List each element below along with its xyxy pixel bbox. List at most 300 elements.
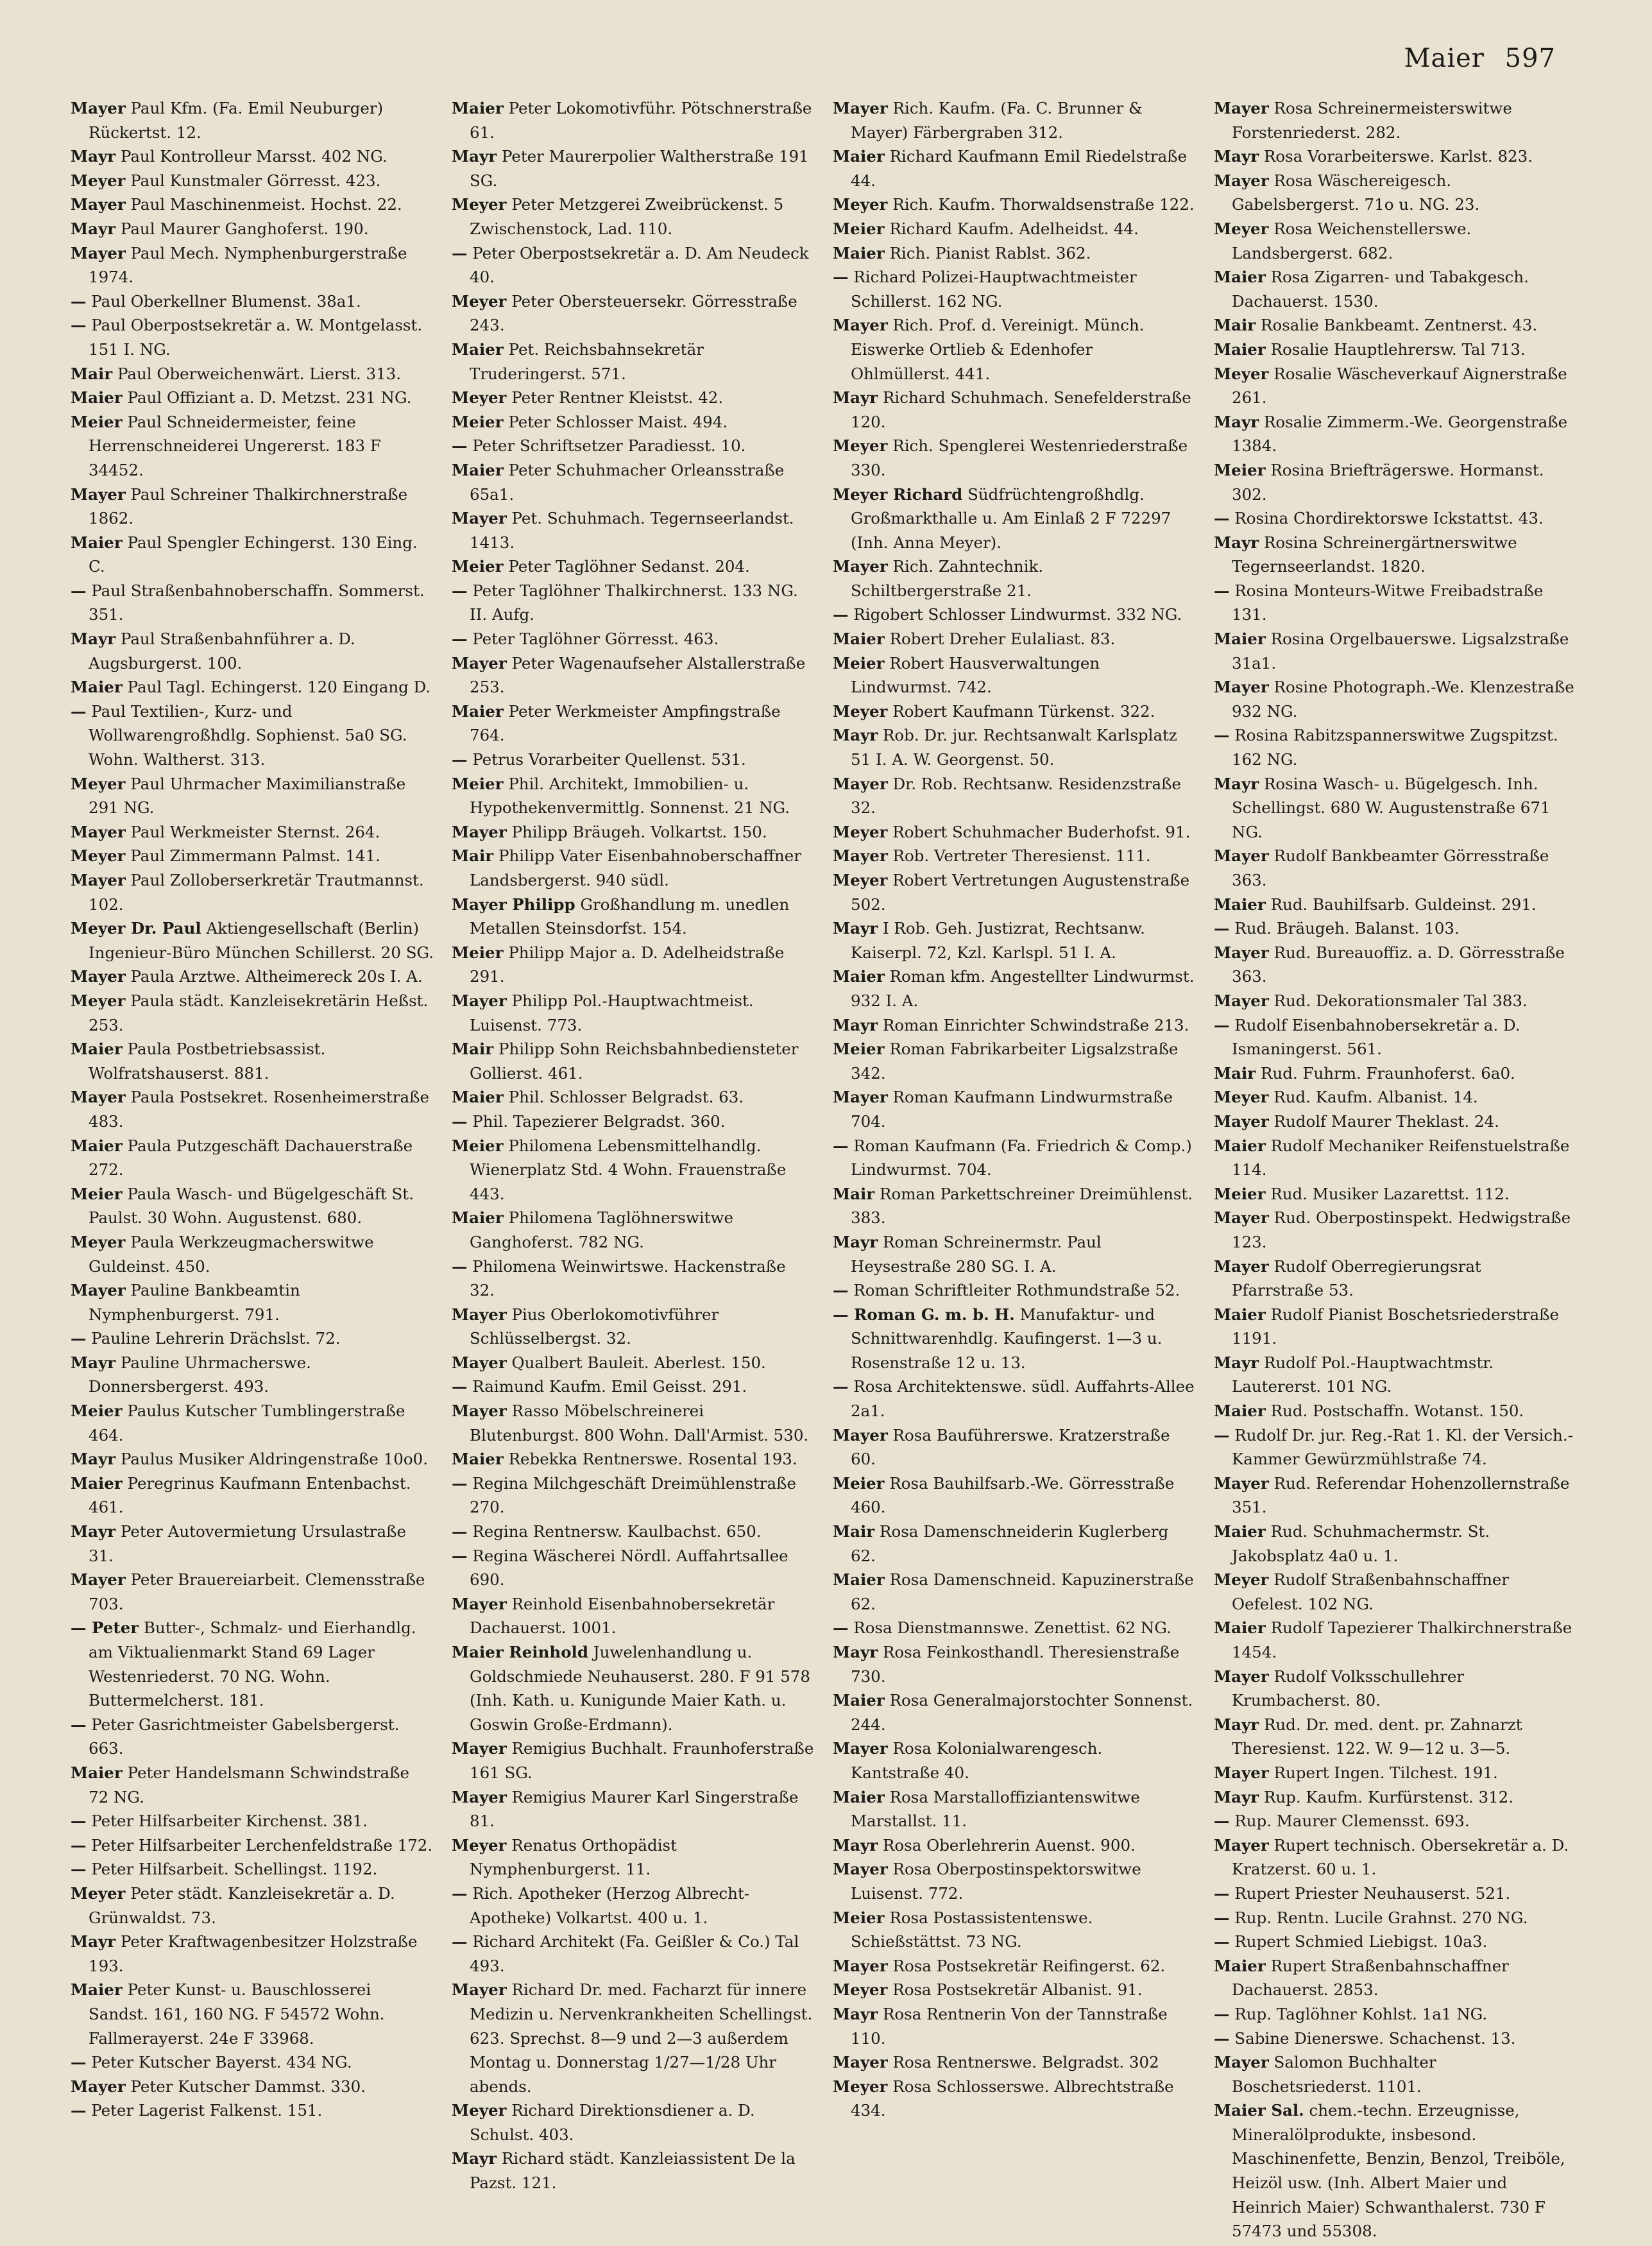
- entry-surname: Maier: [1214, 339, 1266, 359]
- entry-surname: Maier: [1214, 630, 1266, 649]
- entry-surname: Mayr: [833, 726, 878, 745]
- entry-details: Richard städt. Kanzleiassistent De la Pazst. 121.: [470, 2149, 796, 2193]
- entry-details: Rudolf Maurer Theklast. 24.: [1273, 1111, 1499, 1131]
- directory-entry: [833, 1857, 1196, 1905]
- directory-entry: [1214, 1809, 1577, 1833]
- directory-entry: [71, 627, 434, 675]
- directory-entry: [452, 579, 815, 627]
- directory-entry: [1214, 1568, 1577, 1616]
- entry-details: Rosalie Hauptlehrersw. Tal 713.: [1270, 339, 1526, 359]
- entry-surname: Mair: [833, 1184, 875, 1203]
- entry-details: Rudolf Eisenbahnobersekretär a. D. Ismaningerst. 561.: [1232, 1015, 1520, 1059]
- entry-surname: Meier: [833, 653, 885, 673]
- directory-entry: [1214, 169, 1577, 217]
- entry-surname: Mayer: [71, 967, 126, 986]
- directory-entry: [71, 1616, 434, 1712]
- entry-details: Rosalie Wäscheverkauf Aignerstraße 261.: [1232, 364, 1567, 407]
- directory-entry: [71, 144, 434, 169]
- entry-surname: Maier Sal.: [1214, 2101, 1304, 2120]
- entry-surname: Maier: [1214, 1305, 1266, 1324]
- entry-details: Paul Oberweichenwärt. Lierst. 313.: [117, 364, 402, 383]
- entry-details: Robert Kaufmann Türkenst. 322.: [892, 701, 1155, 721]
- entry-surname: Meier: [833, 1473, 885, 1493]
- entry-details: Peter Taglöhner Thalkirchnerst. 133 NG. II. Aufg.: [470, 581, 798, 624]
- directory-entry: [1214, 1351, 1577, 1399]
- entry-surname: —: [452, 243, 468, 262]
- directory-entry: [71, 1326, 434, 1351]
- directory-entry: [1214, 1085, 1577, 1110]
- entry-surname: Mayer: [1214, 1835, 1269, 1855]
- entry-surname: Mayer: [1214, 1256, 1269, 1276]
- directory-entry: [71, 1471, 434, 1520]
- directory-entry: [833, 1278, 1196, 1303]
- entry-surname: Mayer: [833, 846, 888, 866]
- entry-details: Petrus Vorarbeiter Quellenst. 531.: [472, 750, 746, 769]
- directory-entry: [452, 820, 815, 844]
- entry-details: Rosina Monteurs-Witwe Freibadstraße 131.: [1232, 581, 1544, 624]
- entry-surname: Maier Reinhold: [452, 1643, 588, 1661]
- directory-entry: [452, 1471, 815, 1520]
- entry-surname: Mayr: [452, 147, 497, 166]
- entry-details: Rich. Kaufm. Thorwaldsenstraße 122.: [892, 195, 1195, 214]
- entry-details: Rudolf Mechaniker Reifenstuelstraße 114.: [1232, 1136, 1570, 1179]
- entry-details: Roman Einrichter Schwindstraße 213.: [882, 1015, 1189, 1034]
- entry-details: Peter Wagenaufseher Alstallerstraße 253.: [470, 653, 806, 697]
- entry-details: Philipp Vater Eisenbahnoberschaffner Landsbergerst. 940 südl.: [470, 846, 801, 889]
- entry-surname: Meier: [71, 1184, 123, 1203]
- entry-surname: Meyer: [71, 171, 126, 190]
- directory-entry: [833, 627, 1196, 651]
- entry-surname: Maier: [1214, 268, 1266, 287]
- entry-surname: —: [452, 1111, 468, 1131]
- entry-surname: Maier: [71, 388, 123, 407]
- entry-details: Peter Hilfsarbeiter Lerchenfeldstraße 172.: [91, 1835, 433, 1855]
- directory-entry: [1214, 338, 1577, 362]
- entry-details: Rosa Bauhilfsarb.-We. Görresstraße 460.: [851, 1473, 1175, 1517]
- entry-details: Richard Polizei-Hauptwachtmeister Schillerst. 162 NG.: [851, 268, 1137, 311]
- directory-entry: [1214, 579, 1577, 627]
- entry-details: Peter Lagerist Falkenst. 151.: [91, 2101, 323, 2120]
- entry-surname: Mayr: [833, 1835, 878, 1855]
- entry-surname: —: [452, 1883, 468, 1903]
- entry-details: Richard Kaufm. Adelheidst. 44.: [889, 219, 1139, 238]
- entry-surname: —: [452, 436, 468, 456]
- entry-details: Rosa Marstalloffiziantenswitwe Marstallst. 11.: [851, 1787, 1140, 1831]
- entry-details: Richard Schuhmach. Senefelderstraße 120.: [851, 388, 1191, 431]
- entry-details: Rudolf Tapezierer Thalkirchnerstraße 1454.: [1232, 1618, 1572, 1661]
- entry-details: Peter Obersteuersekr. Görresstraße 243.: [470, 291, 797, 335]
- entry-surname: Maier: [71, 1763, 123, 1782]
- entry-details: Pet. Reichsbahnsekretär Truderingerst. 571.: [470, 339, 704, 383]
- entry-surname: Mayer: [833, 1088, 888, 1107]
- entry-surname: —: [1214, 581, 1230, 600]
- entry-surname: —: [1214, 1812, 1230, 1831]
- directory-entry: [833, 1640, 1196, 1688]
- entry-surname: Meier: [452, 412, 504, 431]
- entry-details: Regina Rentnersw. Kaulbachst. 650.: [472, 1522, 762, 1541]
- directory-entry: [71, 2098, 434, 2123]
- entry-surname: —: [1214, 2028, 1230, 2048]
- entry-surname: Maier: [71, 1040, 123, 1059]
- entry-details: Richard Direktionsdiener a. D. Schulst. 403.: [470, 2101, 755, 2144]
- entry-surname: —: [1214, 1425, 1230, 1444]
- entry-surname: Mayr: [1214, 1787, 1259, 1806]
- directory-entry: [71, 989, 434, 1037]
- entry-details: Renatus Orthopädist Nymphenburgerst. 11.: [470, 1835, 677, 1879]
- entry-surname: Mayer: [71, 1088, 126, 1107]
- page-header: [1393, 44, 1556, 73]
- entry-details: Rudolf Pianist Boschetsriederstraße 1191.: [1232, 1305, 1559, 1348]
- directory-entry: [71, 1882, 434, 1930]
- directory-entry: [452, 1736, 815, 1785]
- entry-surname: Mayr: [1214, 147, 1259, 166]
- entry-details: Peter Kutscher Dammst. 330.: [130, 2077, 366, 2096]
- entry-details: Rosa Bauführerswe. Kratzerstraße 60.: [851, 1425, 1170, 1469]
- entry-surname: Meier: [71, 1402, 123, 1421]
- directory-entry: [1214, 1906, 1577, 1930]
- directory-entry: [71, 675, 434, 699]
- entry-surname: —: [1214, 509, 1230, 528]
- entry-surname: Mair: [452, 1040, 494, 1059]
- entry-surname: —: [833, 1377, 849, 1396]
- directory-entry: [1214, 1399, 1577, 1423]
- entry-surname: —: [452, 1256, 468, 1276]
- entry-details: Paul Offiziant a. D. Metzst. 231 NG.: [127, 388, 412, 407]
- entry-details: Philipp Major a. D. Adelheidstraße 291.: [470, 943, 785, 986]
- directory-entry: [1214, 627, 1577, 675]
- entry-details: Paul Straßenbahnoberschaffn. Sommerst. 351.: [89, 581, 425, 624]
- entry-surname: —: [452, 1522, 468, 1541]
- entry-surname: —: [71, 1715, 87, 1734]
- directory-entry: [833, 265, 1196, 313]
- entry-surname: Mayer: [833, 316, 888, 335]
- entry-details: Rosa Damenschneiderin Kuglerberg 62.: [851, 1522, 1169, 1565]
- directory-entry: [71, 1833, 434, 1858]
- directory-entry: [1214, 772, 1577, 844]
- directory-entry: [452, 410, 815, 434]
- directory-entry: [833, 1688, 1196, 1736]
- entry-surname: Maier: [71, 1980, 123, 2000]
- directory-entry: [1214, 723, 1577, 771]
- entry-details: Rich. Kaufm. (Fa. C. Brunner & Mayer) Färbergraben 312.: [851, 99, 1143, 142]
- entry-details: Rosa Damenschneid. Kapuzinerstraße 62.: [851, 1570, 1194, 1613]
- directory-entry: [71, 916, 434, 964]
- directory-entry: [833, 1085, 1196, 1133]
- directory-entry: [1214, 1713, 1577, 1761]
- entry-details: Rup. Rentn. Lucile Grahnst. 270 NG.: [1234, 1908, 1528, 1927]
- directory-entry: [833, 1182, 1196, 1230]
- directory-entry: [71, 169, 434, 193]
- directory-entry: [833, 2050, 1196, 2075]
- directory-entry: [71, 1713, 434, 1761]
- directory-entry: [833, 1520, 1196, 1568]
- running-head: Maier: [1404, 44, 1485, 73]
- directory-entry: [71, 1037, 434, 1085]
- directory-entry: [452, 506, 815, 554]
- entry-surname: Mayer: [452, 1980, 507, 2000]
- entry-details: Roman Fabrikarbeiter Ligsalzstraße 342.: [851, 1040, 1179, 1083]
- directory-entry: [833, 964, 1196, 1013]
- directory-entry: [1214, 458, 1577, 506]
- directory-entry: [1214, 989, 1577, 1013]
- directory-entry: [71, 1230, 434, 1278]
- entry-details: Rosa Rentnerin Von der Tannstraße 110.: [851, 2004, 1168, 2048]
- entry-details: Paul Mech. Nymphenburgerstraße 1974.: [89, 243, 407, 287]
- directory-entry: [71, 1182, 434, 1230]
- directory-entry: [71, 820, 434, 844]
- entry-surname: Mayer: [452, 822, 507, 841]
- entry-details: Peter Lokomotivführ. Pötschnerstraße 61.: [470, 99, 812, 142]
- directory-entry: [1214, 531, 1577, 579]
- directory-entry: [452, 554, 815, 579]
- entry-surname: Maier: [452, 1450, 504, 1469]
- column-1: [71, 96, 434, 2243]
- entry-details: Rich. Apotheker (Herzog Albrecht-Apotheke) Volkartst. 400 u. 1.: [470, 1883, 750, 1927]
- columns: [71, 96, 1578, 2243]
- directory-entry: [452, 772, 815, 820]
- directory-entry: [452, 1134, 815, 1206]
- entry-surname: Mair: [833, 1522, 875, 1541]
- directory-entry: [452, 1978, 815, 2098]
- entry-details: Rup. Kaufm. Kurfürstenst. 312.: [1263, 1787, 1514, 1806]
- entry-surname: Mayer: [1214, 678, 1269, 697]
- directory-entry: [452, 1255, 815, 1303]
- entry-surname: Mayer: [1214, 1763, 1269, 1782]
- entry-details: Peregrinus Kaufmann Entenbachst. 461.: [89, 1473, 411, 1517]
- directory-entry: [452, 2098, 815, 2147]
- directory-entry: [833, 651, 1196, 699]
- entry-details: Philipp Sohn Reichsbahnbediensteter Gollierst. 461.: [470, 1040, 799, 1083]
- directory-entry: [71, 1520, 434, 1568]
- entry-details: Rigobert Schlosser Lindwurmst. 332 NG.: [853, 605, 1182, 624]
- directory-entry: [452, 1399, 815, 1447]
- entry-surname: —: [1214, 2004, 1230, 2023]
- entry-details: Remigius Maurer Karl Singerstraße 81.: [470, 1787, 799, 1831]
- entry-surname: Mayr: [71, 1932, 116, 1951]
- entry-surname: Meier: [833, 1040, 885, 1059]
- directory-entry: [71, 1809, 434, 1833]
- directory-entry: [833, 386, 1196, 434]
- entry-details: Peter Schlosser Maist. 494.: [508, 412, 728, 431]
- entry-surname: Mair: [71, 364, 113, 383]
- directory-entry: [71, 1399, 434, 1447]
- entry-details: Pauline Bankbeamtin Nymphenburgerst. 791.: [89, 1281, 300, 1324]
- entry-surname: Meyer: [452, 1835, 507, 1855]
- directory-entry: [833, 1423, 1196, 1471]
- directory-entry: [71, 362, 434, 386]
- directory-entry: [833, 1978, 1196, 2002]
- directory-entry: [1214, 916, 1577, 941]
- directory-entry: [1214, 506, 1577, 531]
- entry-details: Paul Spengler Echingerst. 130 Eing. C.: [89, 533, 418, 576]
- entry-surname: Meyer: [1214, 1570, 1269, 1590]
- entry-details: Aktiengesellschaft (Berlin) Ingenieur-Büro München Schillerst. 20 SG.: [89, 919, 434, 962]
- entry-surname: Mayer: [833, 774, 888, 793]
- directory-entry: [833, 554, 1196, 603]
- entry-details: Remigius Buchhalt. Fraunhoferstraße 161 SG.: [470, 1739, 814, 1782]
- entry-surname: Mair: [1214, 1063, 1256, 1083]
- entry-details: Rosina Schreinergärtnerswitwe Tegernseerlandst. 1820.: [1232, 533, 1517, 576]
- directory-entry: [452, 458, 815, 506]
- entry-surname: Mayer: [1214, 1473, 1269, 1493]
- entry-surname: Mayr: [833, 1232, 878, 1251]
- directory-entry: [452, 651, 815, 699]
- entry-details: Pet. Schuhmach. Tegernseerlandst. 1413.: [470, 509, 794, 552]
- directory-entry: [833, 916, 1196, 964]
- directory-entry: [1214, 675, 1577, 723]
- entry-details: Juwelenhandlung u. Goldschmiede Neuhauserst. 280. F 91 578 (Inh. Kath. u. Kunigunde Maier Kath. u. Goswin Große-Erdmann).: [470, 1643, 810, 1734]
- directory-entry: [71, 2050, 434, 2075]
- directory-entry: [1214, 1930, 1577, 1954]
- directory-entry: [833, 1303, 1196, 1375]
- entry-details: Rud. Kaufm. Albanist. 14.: [1273, 1088, 1478, 1107]
- directory-entry: [1214, 1255, 1577, 1303]
- entry-details: Rich. Pianist Rablst. 362.: [889, 243, 1091, 262]
- entry-surname: —: [1214, 1908, 1230, 1927]
- entry-surname: Mayer: [1214, 171, 1269, 190]
- directory-entry: [452, 1592, 815, 1640]
- entry-surname: Mayer: [1214, 1667, 1269, 1686]
- entry-details: Dr. Rob. Rechtsanw. Residenzstraße 32.: [851, 774, 1181, 818]
- entry-surname: Mayer: [833, 99, 888, 117]
- entry-surname: Meyer: [1214, 219, 1269, 238]
- directory-entry: [71, 313, 434, 361]
- entry-details: Qualbert Bauleit. Aberlest. 150.: [511, 1353, 766, 1372]
- entry-details: Peter Schriftsetzer Paradiesst. 10.: [472, 436, 746, 456]
- entry-details: Pauline Lehrerin Drächslst. 72.: [91, 1329, 341, 1348]
- entry-details: Rupert Straßenbahnschaffner Dachauerst. 2853.: [1232, 1956, 1509, 2000]
- entry-details: Rup. Maurer Clemensst. 693.: [1234, 1812, 1470, 1831]
- entry-surname: Meyer Dr. Paul: [71, 919, 201, 938]
- entry-surname: Mayr: [71, 1450, 116, 1469]
- entry-surname: Mayer: [71, 99, 126, 117]
- entry-surname: Mayr: [71, 219, 116, 238]
- entry-surname: Mayer: [452, 653, 507, 673]
- entry-surname: Mayer: [1214, 2053, 1269, 2072]
- entry-details: Rud. Bräugeh. Balanst. 103.: [1234, 919, 1460, 938]
- entry-surname: —: [71, 581, 87, 600]
- directory-entry: [452, 144, 815, 193]
- directory-entry: [452, 748, 815, 772]
- directory-entry: [452, 1351, 815, 1375]
- entry-details: Rich. Prof. d. Vereinigt. Münch. Eiswerke Ortlieb & Edenhofer Ohlmüllerst. 441.: [851, 316, 1145, 383]
- entry-details: Paul Textilien-, Kurz- und Wollwarengroßhdlg. Sophienst. 5a0 SG. Wohn. Waltherst. 313.: [89, 701, 407, 769]
- directory-entry: [452, 627, 815, 651]
- entry-surname: Meier: [452, 557, 504, 576]
- entry-surname: Mayr: [71, 1522, 116, 1541]
- entry-surname: Meyer: [1214, 1088, 1269, 1107]
- entry-details: Rosa Weichenstellerswe. Landsbergerst. 682.: [1232, 219, 1472, 262]
- entry-details: Rosa Architektenswe. südl. Auffahrts-Allee 2a1.: [851, 1377, 1195, 1421]
- directory-entry: [452, 1640, 815, 1736]
- entry-details: Robert Dreher Eulaliast. 83.: [889, 630, 1116, 649]
- entry-surname: Meyer: [833, 195, 888, 214]
- column-3: [833, 96, 1196, 2243]
- entry-surname: Meier: [1214, 1184, 1266, 1203]
- entry-surname: —: [1214, 1015, 1230, 1034]
- directory-entry: [833, 483, 1196, 555]
- directory-entry: [452, 1785, 815, 1833]
- entry-surname: Mayer: [833, 1425, 888, 1444]
- entry-details: Rud. Postschaffn. Wotanst. 150.: [1270, 1402, 1524, 1421]
- directory-entry: [452, 241, 815, 289]
- directory-entry: [833, 217, 1196, 241]
- entry-details: Peter Schuhmacher Orleansstraße 65a1.: [470, 460, 785, 504]
- entry-details: Paul Maschinenmeist. Hochst. 22.: [130, 195, 402, 214]
- directory-entry: [833, 723, 1196, 771]
- directory-entry: [452, 193, 815, 241]
- directory-entry: [833, 1375, 1196, 1423]
- entry-surname: Maier: [1214, 895, 1266, 914]
- directory-entry: [1214, 941, 1577, 989]
- entry-details: Peter Kutscher Bayerst. 434 NG.: [91, 2053, 352, 2072]
- entry-surname: —: [71, 1860, 87, 1879]
- entry-details: Rupert technisch. Obersekretär a. D. Kratzerst. 60 u. 1.: [1232, 1835, 1569, 1879]
- directory-entry: [1214, 1303, 1577, 1351]
- entry-surname: —: [452, 630, 468, 649]
- entry-details: Roman Schreinermstr. Paul Heysestraße 280 SG. I. A.: [851, 1232, 1102, 1276]
- entry-details: Pius Oberlokomotivführer Schlüsselbergst. 32.: [470, 1305, 719, 1348]
- entry-surname: Meyer: [833, 822, 888, 841]
- directory-entry: [833, 844, 1196, 868]
- entry-details: Rosa Postassistentenswe. Schießstättst. 73 NG.: [851, 1908, 1093, 1951]
- directory-entry: [833, 1230, 1196, 1278]
- entry-surname: Mayer: [452, 1739, 507, 1758]
- entry-details: Rudolf Bankbeamter Görresstraße 363.: [1232, 846, 1549, 889]
- directory-entry: [71, 772, 434, 820]
- entry-details: Paul Kfm. (Fa. Emil Neuburger) Rückertst. 12.: [89, 99, 384, 142]
- directory-entry: [452, 1085, 815, 1110]
- directory-entry: [452, 289, 815, 338]
- directory-entry: [1214, 2098, 1577, 2243]
- entry-details: Peter Autovermietung Ursulastraße 31.: [89, 1522, 406, 1565]
- directory-entry: [1214, 2027, 1577, 2051]
- directory-entry: [1214, 96, 1577, 144]
- entry-surname: Mayer: [452, 1594, 507, 1613]
- entry-surname: Meyer: [71, 1883, 126, 1903]
- directory-entry: [833, 96, 1196, 144]
- entry-surname: Mayer: [1214, 99, 1269, 117]
- entry-surname: Meier: [452, 943, 504, 962]
- entry-surname: —: [452, 1932, 468, 1951]
- entry-details: Paul Maurer Ganghoferst. 190.: [120, 219, 369, 238]
- directory-entry: [1214, 1616, 1577, 1664]
- entry-details: Philomena Lebensmittelhandlg. Wienerplatz Std. 4 Wohn. Frauenstraße 443.: [470, 1136, 787, 1203]
- entry-surname: Mayr: [833, 919, 878, 938]
- entry-details: Rasso Möbelschreinerei Blutenburgst. 800 Wohn. Dall'Armist. 530.: [470, 1402, 809, 1444]
- directory-entry: [1214, 2050, 1577, 2098]
- entry-surname: Maier: [833, 243, 885, 262]
- directory-entry: [71, 289, 434, 314]
- entry-surname: Meyer: [833, 1980, 888, 2000]
- entry-details: Philipp Pol.-Hauptwachtmeist. Luisenst. 773.: [470, 991, 754, 1034]
- entry-surname: —: [71, 1812, 87, 1831]
- entry-details: Paul Schneidermeister, feine Herrenschneiderei Ungererst. 183 F 34452.: [89, 412, 381, 479]
- entry-surname: Maier: [452, 1088, 504, 1107]
- directory-entry: [1214, 362, 1577, 410]
- directory-entry: [71, 1857, 434, 1882]
- entry-surname: Maier: [71, 678, 123, 697]
- entry-details: Rudolf Dr. jur. Reg.-Rat 1. Kl. der Versich.-Kammer Gewürzmühlstraße 74.: [1232, 1425, 1573, 1469]
- entry-surname: Maier: [833, 147, 885, 166]
- entry-details: Rudolf Oberregierungsrat Pfarrstraße 53.: [1232, 1256, 1481, 1300]
- directory-entry: [833, 144, 1196, 193]
- entry-details: Manufaktur- und Schnittwarenhdlg. Kaufingerst. 1—3 u. Rosenstraße 12 u. 13.: [851, 1305, 1162, 1372]
- entry-surname: Maier: [1214, 1618, 1266, 1638]
- entry-details: Rosina Rabitzspannerswitwe Zugspitzst. 162 NG.: [1232, 726, 1558, 769]
- entry-details: Rupert Schmied Liebigst. 10a3.: [1234, 1932, 1488, 1951]
- directory-entry: [1214, 1110, 1577, 1134]
